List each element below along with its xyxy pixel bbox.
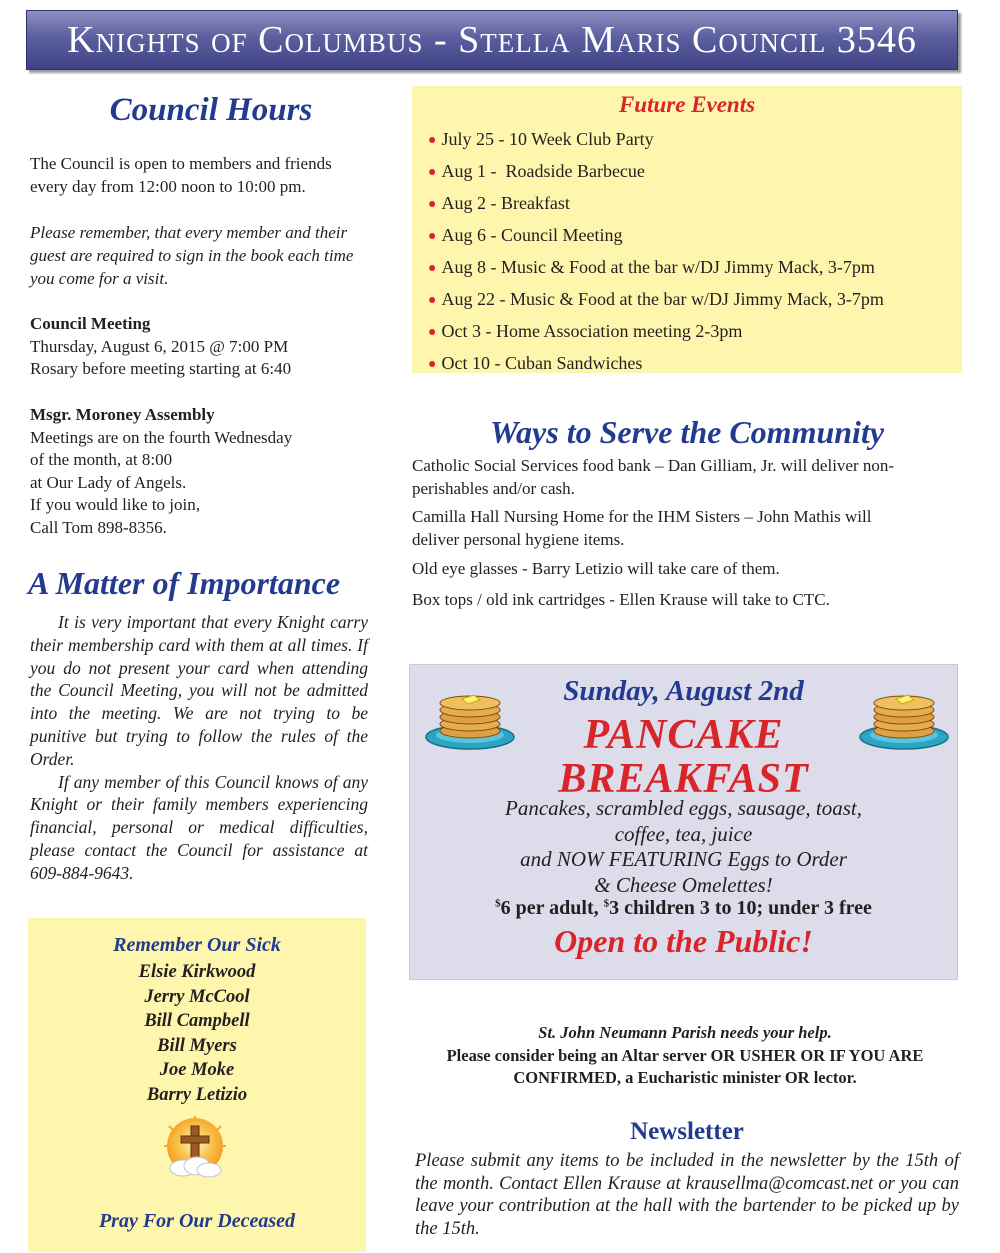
bullet-icon: ● [428,293,437,308]
importance-paragraph: If any member of this Council knows of any Knight or their family members experiencing financial, personal or medical difficulties, please contact the Council for assistance at 609-884-9643. [30,771,368,883]
event-text: Aug 2 - Breakfast [441,193,570,213]
open-to-public: Open to the Public! [554,923,813,959]
assembly-heading: Msgr. Moroney Assembly [30,405,215,424]
parish-line: CONFIRMED, a Eucharistic minister OR lector. [513,1068,857,1087]
dollar-sign: $ [495,897,501,910]
serve-line: Camilla Hall Nursing Home for the IHM Sisters – John Mathis will [412,507,872,526]
newsletter-banner [26,10,958,70]
event-item [428,124,884,156]
serve-line: Catholic Social Services food bank – Dan Gilliam, Jr. will deliver non- [412,456,895,475]
serve-item [412,558,960,581]
event-text: Aug 22 - Music & Food at the bar w/DJ Jimmy Mack, 3-7pm [441,289,884,309]
serve-item [412,455,960,500]
hours-line: The Council is open to members and friends [30,154,332,173]
remember-sick-box [28,918,366,1252]
assembly-line: at Our Lady of Angels. [30,472,187,492]
sick-name: Bill Myers [157,1035,237,1056]
parish-notice [410,1022,960,1090]
council-meeting-date: Thursday, August 6, 2015 @ 7:00 PM [30,336,289,356]
reminder-line: Please remember, that every member and their [30,223,348,242]
bullet-icon: ● [428,325,437,340]
newsletter-heading: Newsletter [630,1118,744,1145]
serve-community-heading: Ways to Serve the Community [489,414,885,450]
serve-line: Old eye glasses - Barry Letizio will take care of them. [412,559,780,578]
sign-in-reminder [30,221,395,290]
event-item [428,252,884,284]
breakfast-date: Sunday, August 2nd [563,675,804,707]
parish-line: St. John Neumann Parish needs your help. [538,1023,832,1042]
event-text: Aug 6 - Council Meeting [441,225,623,245]
bullet-icon: ● [428,197,437,212]
future-events-box [412,86,962,373]
event-text: Oct 10 - Cuban Sandwiches [441,353,643,373]
event-item [428,220,884,252]
pray-deceased-heading: Pray For Our Deceased [98,1210,296,1232]
sick-name: Elsie Kirkwood [138,962,256,982]
serve-item [412,589,960,612]
assembly-section [30,404,390,539]
menu-line: coffee, tea, juice [614,821,753,846]
bullet-icon: ● [428,133,437,148]
council-meeting-section [30,313,390,381]
banner-title: Knights of Columbus - Stella Maris Council 3546 [67,19,917,61]
dollar-sign: $ [603,897,610,910]
event-item [428,284,884,316]
event-text: Oct 3 - Home Association meeting 2-3pm [441,321,743,341]
assembly-line: Meetings are on the fourth Wednesday [30,427,293,447]
event-text: July 25 - 10 Week Club Party [441,129,654,149]
importance-text [30,611,368,885]
event-text: Aug 1 - Roadside Barbecue [441,161,645,181]
council-meeting-heading: Council Meeting [30,314,151,333]
sick-name: Barry Letizio [146,1084,248,1105]
future-events-heading: Future Events [618,92,756,117]
events-list [428,124,884,380]
council-hours-text [30,153,390,198]
pancake-breakfast-box [409,664,958,980]
serve-line: deliver personal hygiene items. [412,529,625,549]
sick-list [28,960,366,1107]
pancake-title: PANCAKE [583,712,784,758]
hours-line: every day from 12:00 noon to 10:00 pm. [30,176,306,196]
reminder-line: you come for a visit. [30,269,169,288]
assembly-line: of the month, at 8:00 [30,450,173,469]
importance-paragraph: It is very important that every Knight carry their membership card with them at all times. If you do not present your card when attending the Council Meeting, you will not be admitted into the meeting. We are not trying to be punitive but trying to follow the rules of the Order. [30,612,368,769]
cross-icon [163,1116,227,1182]
breakfast-menu [410,796,957,898]
bullet-icon: ● [428,229,437,244]
menu-line: and NOW FEATURING Eggs to Order [520,847,847,871]
event-item [428,348,884,380]
price-adult: 6 per adult, [500,897,604,919]
newsletter-text: Please submit any items to be included in the newsletter by the 15th of the month. Contact Ellen Krause at krausellma@comcast.net or you can leave your contribution at the hall with the bartender to be picked up by the 15th. [415,1151,959,1239]
serve-line: Box tops / old ink cartridges - Ellen Krause will take to CTC. [412,590,830,609]
importance-heading: A Matter of Importance [28,565,341,601]
event-item [428,156,884,188]
breakfast-title: BREAKFAST [558,756,809,802]
bullet-icon: ● [428,261,437,276]
council-meeting-rosary: Rosary before meeting starting at 6:40 [30,359,292,378]
serve-line: perishables and/or cash. [412,478,575,498]
event-item [428,188,884,220]
breakfast-price [410,897,957,920]
event-item [428,316,884,348]
sick-name: Jerry McCool [144,986,250,1007]
assembly-line: Call Tom 898-8356. [30,517,167,537]
council-hours-heading: Council Hours [109,92,313,128]
menu-line: & Cheese Omelettes! [594,872,773,897]
menu-line: Pancakes, scrambled eggs, sausage, toast, [505,796,862,820]
assembly-line: If you would like to join, [30,495,200,514]
parish-line: Please consider being an Altar server OR USHER OR IF YOU ARE [446,1045,924,1065]
serve-item [412,506,960,551]
price-children: 3 children 3 to 10; under 3 free [609,897,872,919]
sick-name: Bill Campbell [144,1011,250,1031]
event-text: Aug 8 - Music & Food at the bar w/DJ Jimmy Mack, 3-7pm [441,257,875,277]
bullet-icon: ● [428,165,437,180]
sick-name: Joe Moke [159,1060,235,1080]
sick-heading: Remember Our Sick [113,934,281,956]
reminder-line: guest are required to sign in the book each time [30,246,354,265]
bullet-icon: ● [428,357,437,372]
